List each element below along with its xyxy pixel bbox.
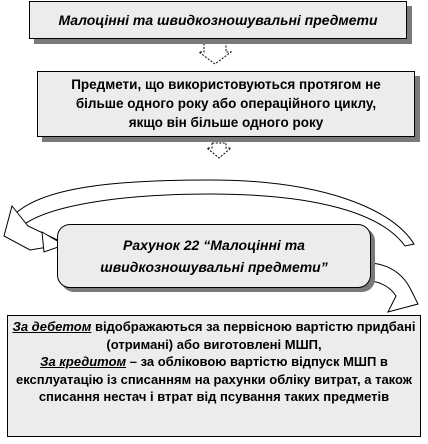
account-box [57,224,371,288]
definition-line: Предмети, що використовуються протягом не [71,77,381,92]
category-box [29,1,407,39]
debit-paragraph [8,318,420,353]
credit-paragraph [8,353,420,406]
debit-label: За дебетом [12,319,92,334]
definition-line: більше одного року або операційного циклу, [75,96,377,111]
account-line: швидкозношувальні предмети” [100,259,328,275]
category-title: Малоцінні та швидкозношувальні предмети [58,12,378,28]
entries-box [7,315,421,437]
credit-label: За кредитом [40,354,127,369]
credit-text: – за обліковою вартістю відпуск МШП в експлуатацію із списанням на рахунки обліку витрат, а також списання нестач і втрат від псування таких предметів [15,354,413,404]
definition-line: якщо він більше одного року [128,115,324,130]
account-line: Рахунок 22 “Малоцінні та [123,237,305,253]
definition-box [37,71,415,137]
down-arrow-icon [199,40,231,64]
debit-text: відображаються за первісною вартістю придбані (отримані) або виготовлені МШП, [91,319,416,352]
down-arrow-icon [207,143,231,158]
